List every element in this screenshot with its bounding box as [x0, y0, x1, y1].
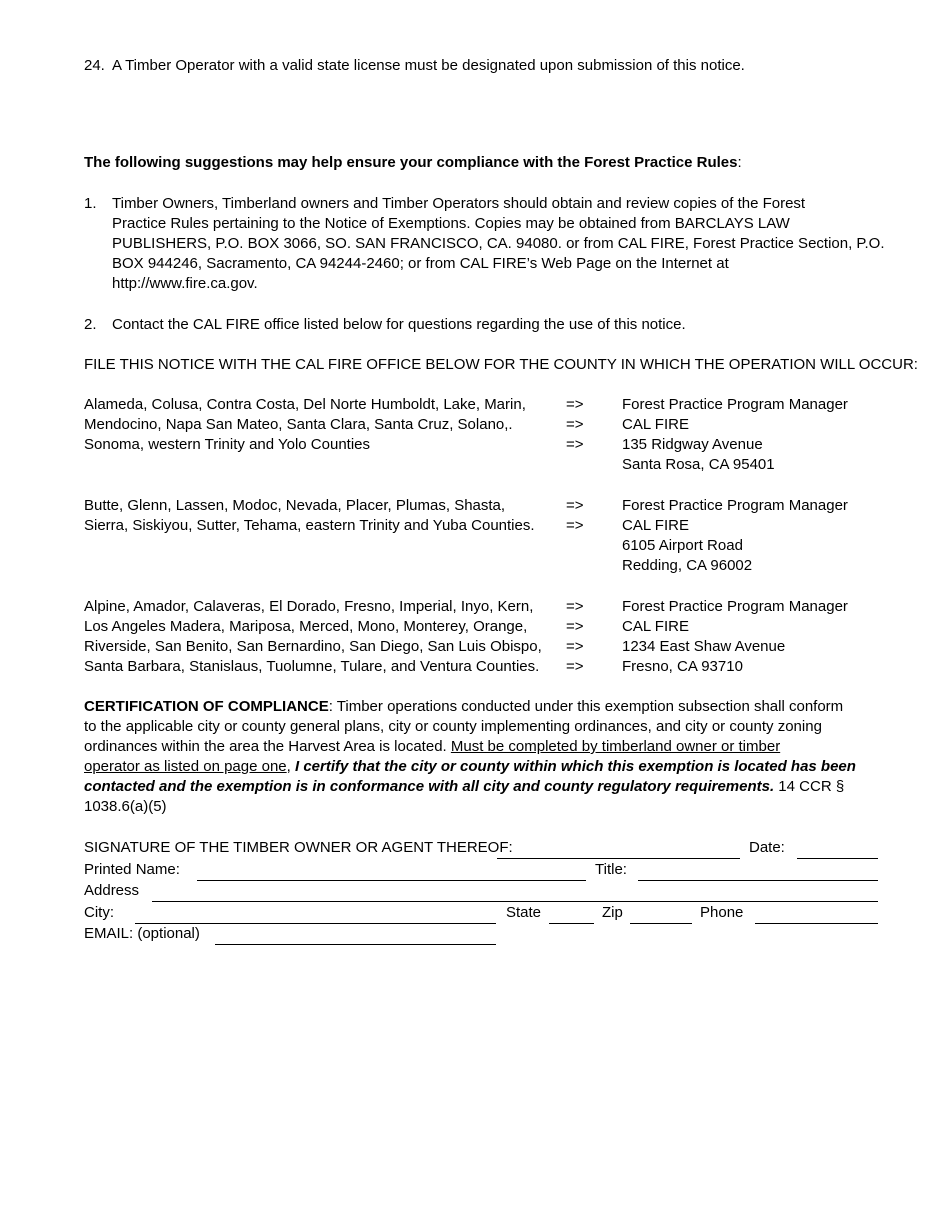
address-label: Address — [84, 882, 140, 899]
date-label: Date: — [749, 839, 785, 856]
office-3-counties: Riverside, San Benito, San Bernardino, San Diego, San Luis Obispo, — [84, 638, 542, 655]
certification-line-2: to the applicable city or county general plans, city or county implementing ordinances, and city or county zoning — [84, 718, 822, 735]
office-2-counties: Sierra, Siskiyou, Sutter, Tehama, eastern Trinity and Yuba Counties. — [84, 517, 535, 534]
email-label: EMAIL: (optional) — [84, 925, 200, 942]
office-1-counties: Sonoma, western Trinity and Yolo Counties — [84, 436, 371, 453]
printed-name-field[interactable] — [197, 880, 586, 881]
phone-field[interactable] — [755, 923, 878, 924]
office-3-counties: Alpine, Amador, Calaveras, El Dorado, Fresno, Imperial, Inyo, Kern, — [84, 598, 534, 615]
office-1-counties: Mendocino, Napa San Mateo, Santa Clara, Santa Cruz, Solano,. — [84, 416, 513, 433]
state-label: State — [506, 904, 542, 921]
office-1-counties: Alameda, Colusa, Contra Costa, Del Norte Humboldt, Lake, Marin, — [84, 396, 526, 413]
office-3-address: Fresno, CA 93710 — [622, 658, 743, 675]
arrow-icon: => — [566, 618, 584, 635]
signature-label: SIGNATURE OF THE TIMBER OWNER OR AGENT THEREOF: — [84, 839, 513, 856]
suggestion-1-link[interactable]: http://www.fire.ca.gov. — [112, 275, 258, 292]
suggestion-2-line: Contact the CAL FIRE office listed below for questions regarding the use of this notice. — [112, 316, 686, 333]
office-1-address: CAL FIRE — [622, 416, 689, 433]
arrow-icon: => — [566, 658, 584, 675]
city-label: City: — [84, 904, 114, 921]
date-field[interactable] — [797, 858, 878, 859]
office-3-counties: Santa Barbara, Stanislaus, Tuolumne, Tulare, and Ventura Counties. — [84, 658, 540, 675]
item-24-text: A Timber Operator with a valid state license must be designated upon submission of this notice. — [112, 57, 745, 74]
office-3-address: Forest Practice Program Manager — [622, 598, 848, 615]
title-label: Title: — [595, 861, 627, 878]
certification-line-4: operator as listed on page one, I certify that the city or county within which this exemption is located has been — [84, 758, 856, 775]
certification-line-5: contacted and the exemption is in conformance with all city and county regulatory requirements. 14 CCR § — [84, 778, 845, 795]
office-1-address: Santa Rosa, CA 95401 — [622, 456, 775, 473]
arrow-icon: => — [566, 416, 584, 433]
arrow-icon: => — [566, 517, 584, 534]
office-3-address: 1234 East Shaw Avenue — [622, 638, 786, 655]
suggestion-1-line: Practice Rules pertaining to the Notice of Exemptions. Copies may be obtained from BARCLAYS LAW — [112, 215, 790, 232]
certification-heading: CERTIFICATION OF COMPLIANCE — [84, 698, 329, 715]
suggestion-2-number: 2. — [84, 316, 97, 333]
office-2-address: 6105 Airport Road — [622, 537, 743, 554]
office-3-counties: Los Angeles Madera, Mariposa, Merced, Mono, Monterey, Orange, — [84, 618, 528, 635]
arrow-icon: => — [566, 598, 584, 615]
office-1-address: Forest Practice Program Manager — [622, 396, 848, 413]
file-notice: FILE THIS NOTICE WITH THE CAL FIRE OFFICE BELOW FOR THE COUNTY IN WHICH THE OPERATION WILL OCCUR: — [84, 356, 918, 373]
arrow-icon: => — [566, 497, 584, 514]
zip-label: Zip — [602, 904, 623, 921]
office-2-address: CAL FIRE — [622, 517, 689, 534]
certification-line-3: ordinances within the area the Harvest Area is located. Must be completed by timberland owner or timber — [84, 738, 781, 755]
suggestion-1-line: Timber Owners, Timberland owners and Timber Operators should obtain and review copies of the Forest — [112, 195, 806, 212]
address-field[interactable] — [152, 901, 878, 902]
arrow-icon: => — [566, 638, 584, 655]
office-2-address: Forest Practice Program Manager — [622, 497, 848, 514]
signature-field[interactable] — [497, 858, 740, 859]
email-field[interactable] — [215, 944, 496, 945]
arrow-icon: => — [566, 436, 584, 453]
certification-line-1: CERTIFICATION OF COMPLIANCE: Timber operations conducted under this exemption subsection shall conform — [84, 698, 844, 715]
suggestion-1-line: PUBLISHERS, P.O. BOX 3066, SO. SAN FRANCISCO, CA. 94080. or from CAL FIRE, Forest Practice Section, P.O. — [112, 235, 885, 252]
office-3-address: CAL FIRE — [622, 618, 689, 635]
office-2-address: Redding, CA 96002 — [622, 557, 753, 574]
title-field[interactable] — [638, 880, 878, 881]
suggestion-1-number: 1. — [84, 195, 97, 212]
item-24-number: 24. — [84, 57, 105, 74]
suggestions-heading: The following suggestions may help ensure your compliance with the Forest Practice Rules: — [84, 154, 742, 171]
state-field[interactable] — [549, 923, 594, 924]
printed-name-label: Printed Name: — [84, 861, 180, 878]
office-1-address: 135 Ridgway Avenue — [622, 436, 763, 453]
phone-label: Phone — [700, 904, 744, 921]
office-2-counties: Butte, Glenn, Lassen, Modoc, Nevada, Placer, Plumas, Shasta, — [84, 497, 506, 514]
zip-field[interactable] — [630, 923, 692, 924]
arrow-icon: => — [566, 396, 584, 413]
certification-line-6: 1038.6(a)(5) — [84, 798, 167, 815]
suggestion-1-line: BOX 944246, Sacramento, CA 94244-2460; or from CAL FIRE’s Web Page on the Internet at — [112, 255, 729, 272]
